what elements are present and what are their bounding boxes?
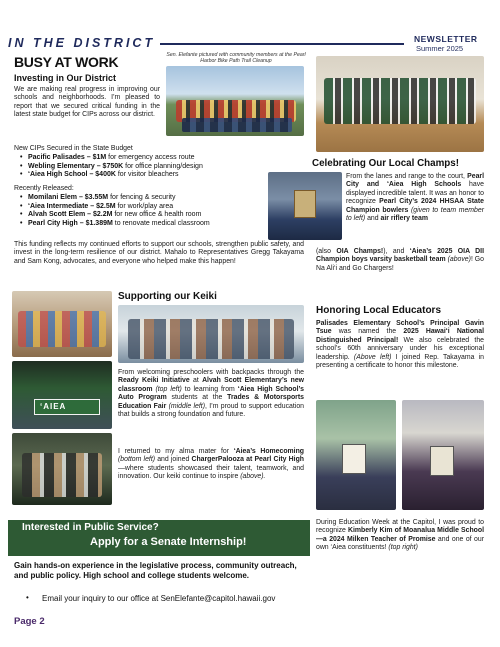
header-rule	[160, 43, 404, 45]
section-label: IN THE DISTRICT	[8, 36, 156, 50]
busy-title: BUSY AT WORK	[14, 54, 119, 70]
keiki-paragraph-2: I returned to my alma mater for ‘Aiea’s Homecoming (bottom left) and joined ChargerPalooza at Pearl City High—where students showcased their talent, teamwork, and innovation. Our keiki continue to inspire (above).	[118, 448, 304, 481]
new-cips-label: New CIPs Secured in the State Budget	[14, 145, 133, 152]
busy-subtitle: Investing in Our District	[14, 73, 117, 83]
photo-caption: Sen. Elefante pictured with community members at the Pearl Harbor Bike Path Trail Cleanup	[166, 52, 306, 64]
auto-program-photo	[12, 361, 112, 429]
basketball-team-photo	[316, 56, 484, 152]
preschool-photo	[12, 291, 112, 357]
educators-paragraph-1: Palisades Elementary School’s Principal Gavin Tsue was named the 2025 Hawai‘i National Distinguished Principal! We also celebrated the school’s 60th anniversary under his exceptional leadership. (Above left) I joined Rep. Takayama in presenting a certificate to honor this milestone.	[316, 320, 485, 370]
internship-line-2: Apply for a Senate Internship!	[90, 536, 247, 548]
list-item: • ‘Aiea Intermediate – $2.5M for work/play area	[18, 203, 308, 212]
email-inquiry-text: Email your inquiry to our office at SenElefante@capitol.hawaii.gov	[42, 594, 276, 603]
list-item: • ‘Aiea High School – $400K for visitor bleachers	[18, 171, 308, 180]
champs-body-b: (also OIA Champs!), and ‘Aiea’s 2025 OIA DII Champion boys varsity basketball team (above)! Go Na Ali‘i and Go Chargers!	[316, 248, 485, 272]
busy-intro: We are making real progress in improving our schools and neighborhoods. I’m pleased to report that we secured critical funding in the latest state budget for CIPs across our district.	[14, 86, 160, 119]
keiki-award-photo	[118, 305, 304, 363]
milken-teacher-photo	[402, 400, 484, 510]
released-list	[18, 194, 308, 228]
keiki-title: Supporting our Keiki	[118, 291, 217, 302]
homecoming-photo	[12, 433, 112, 505]
newsletter-label: NEWSLETTER	[414, 34, 478, 44]
email-bullet: •	[26, 593, 29, 602]
principal-award-photo	[316, 400, 396, 510]
internship-body: Gain hands-on experience in the legislative process, community outreach, and public policy. High school and college students welcome.	[14, 561, 297, 580]
list-item: • Momilani Elem – $3.55M for fencing & security	[18, 194, 308, 203]
released-label: Recently Released:	[14, 185, 74, 192]
list-item: • Pearl City High – $1.389M to renovate medical classroom	[18, 220, 308, 229]
list-item: • Alvah Scott Elem – $2.2M for new office & health room	[18, 211, 308, 220]
champs-body-a: From the lanes and range to the court, Pearl City and ‘Aiea High Schools have displayed incredible talent. It was an honor to recognize Pearl City’s 2024 HHSAA State Champion bowlers (given to team member to left) and air riflery team	[346, 173, 485, 223]
new-cips-list	[18, 154, 308, 180]
aiea-sign: ‘AIEA	[40, 402, 67, 411]
busy-closing: This funding reflects my continued efforts to support our schools, strengthen public safety, and invest in the long-term resilience of our district. Mahalo to Representatives Gregg Takayama and Sam Kong, advocates, and everyone who helped make this happen!	[14, 241, 304, 265]
edition-label: Summer 2025	[416, 44, 464, 53]
cleanup-photo	[166, 66, 304, 136]
internship-line-1: Interested in Public Service?	[22, 522, 159, 533]
champs-title: Celebrating Our Local Champs!	[312, 158, 459, 169]
list-item: • Webling Elementary – $750K for office planning/design	[18, 163, 308, 172]
bowling-award-photo	[268, 172, 342, 240]
educators-paragraph-2: During Education Week at the Capitol, I was proud to recognize Kimberly Kim of Moanalua Middle School—a 2024 Milken Teacher of Promise and one of our own ‘Aiea constituents! (top right)	[316, 519, 484, 552]
educators-title: Honoring Local Educators	[316, 305, 442, 316]
page-number: Page 2	[14, 616, 45, 627]
keiki-paragraph-1: From welcoming preschoolers with backpacks through the Ready Keiki Initiative at Alvah Scott Elementary’s new classroom (top left) to learning from ‘Aiea High School’s Auto Program students at the Trades & Motorsports Education Fair (middle left), I’m proud to support education that builds a strong foundation and future.	[118, 369, 305, 419]
list-item: • Pacific Palisades – $1M for emergency access route	[18, 154, 308, 163]
